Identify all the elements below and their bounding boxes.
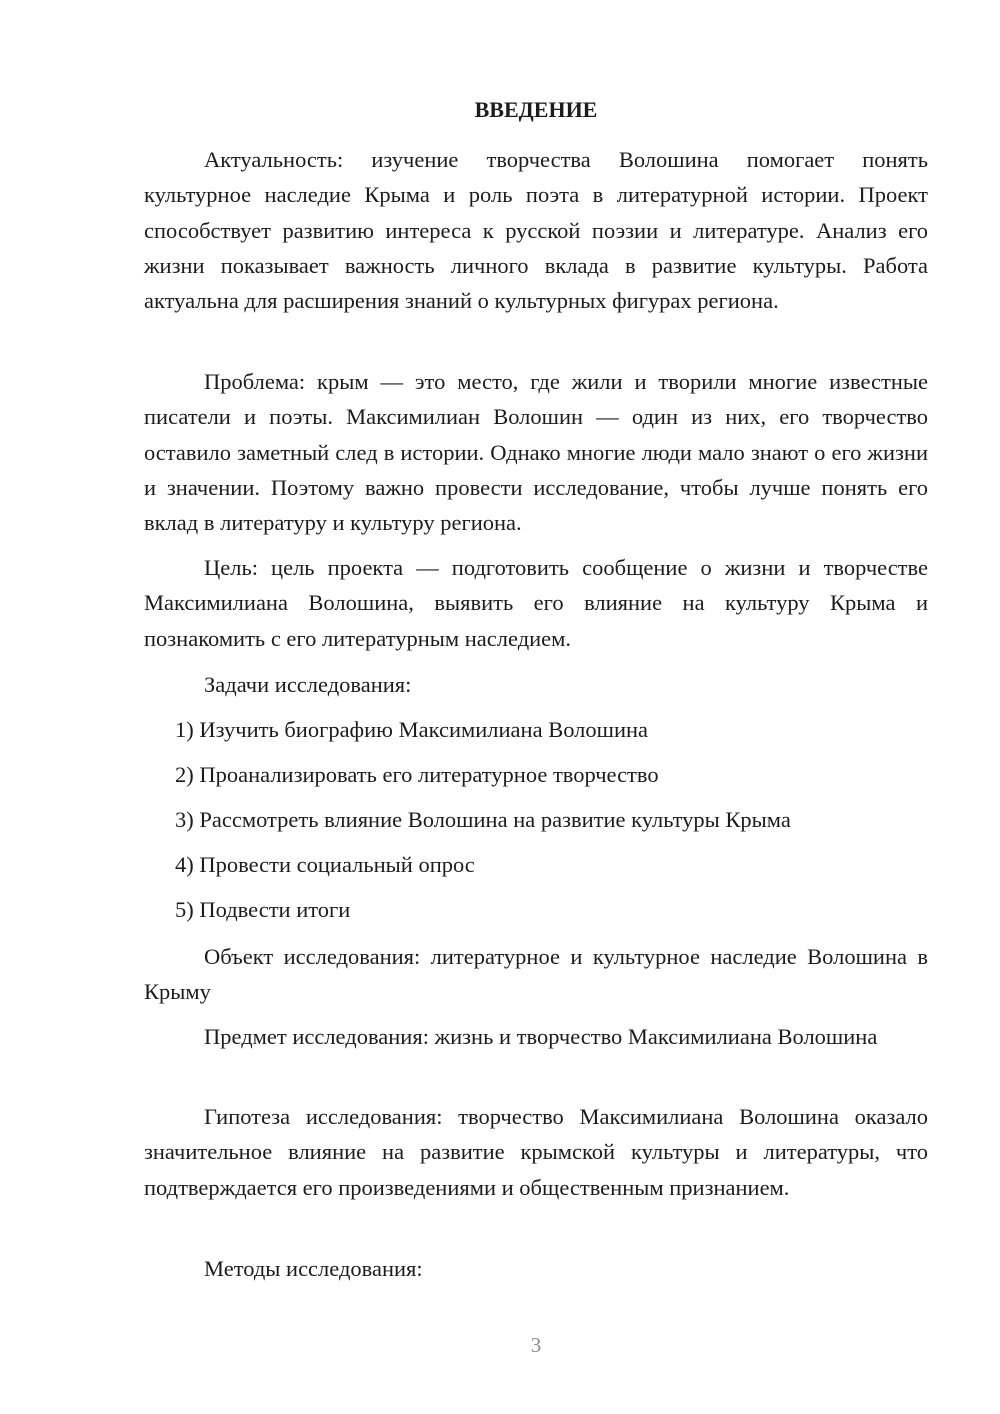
task-item-3: 3) Рассмотреть влияние Волошина на развитие культуры Крыма <box>175 807 791 832</box>
task-item-2: 2) Проанализировать его литературное творчество <box>175 762 659 787</box>
task-item-4: 4) Провести социальный опрос <box>175 852 475 877</box>
tasks-title: Задачи исследования: <box>204 672 412 697</box>
paragraph-subject: Предмет исследования: жизнь и творчество Максимилиана Волошина <box>204 1024 878 1049</box>
task-item-1: 1) Изучить биографию Максимилиана Волошина <box>175 717 649 742</box>
paragraph-actuality: Актуальность: изучение творчества Волошина помогает понять культурное наследие Крыма и роль поэта в литературной истории. Проект способствует развитию интереса к русской поэзии и литературе. Анализ его жизни показывает важность личного вклада в развитие культуры. Работа актуальна для расширения знаний о культурных фигурах региона. <box>144 147 928 314</box>
paragraph-goal: Цель: цель проекта — подготовить сообщение о жизни и творчестве Максимилиана Волошина, выявить его влияние на культуру Крыма и познакомить с его литературным наследием. <box>144 555 928 651</box>
document-page <box>144 0 928 1414</box>
paragraph-object: Объект исследования: литературное и культурное наследие Волошина в Крыму <box>144 944 928 1005</box>
page-number: 3 <box>530 1333 542 1357</box>
paragraph-hypothesis: Гипотеза исследования: творчество Максимилиана Волошина оказало значительное влияние на развитие крымской культуры и литературы, что подтверждается его произведениями и общественным признанием. <box>144 1104 928 1200</box>
paragraph-problem: Проблема: крым — это место, где жили и творили многие известные писатели и поэты. Максимилиан Волошин — один из них, его творчество оставило заметный след в истории. Однако многие люди мало знают о его жизни и значении. Поэтому важно провести исследование, чтобы лучше понять его вклад в литературу и культуру региона. <box>144 369 928 536</box>
methods-title: Методы исследования: <box>204 1256 423 1281</box>
task-item-5: 5) Подвести итоги <box>175 897 351 922</box>
section-heading: ВВЕДЕНИЕ <box>474 97 598 122</box>
